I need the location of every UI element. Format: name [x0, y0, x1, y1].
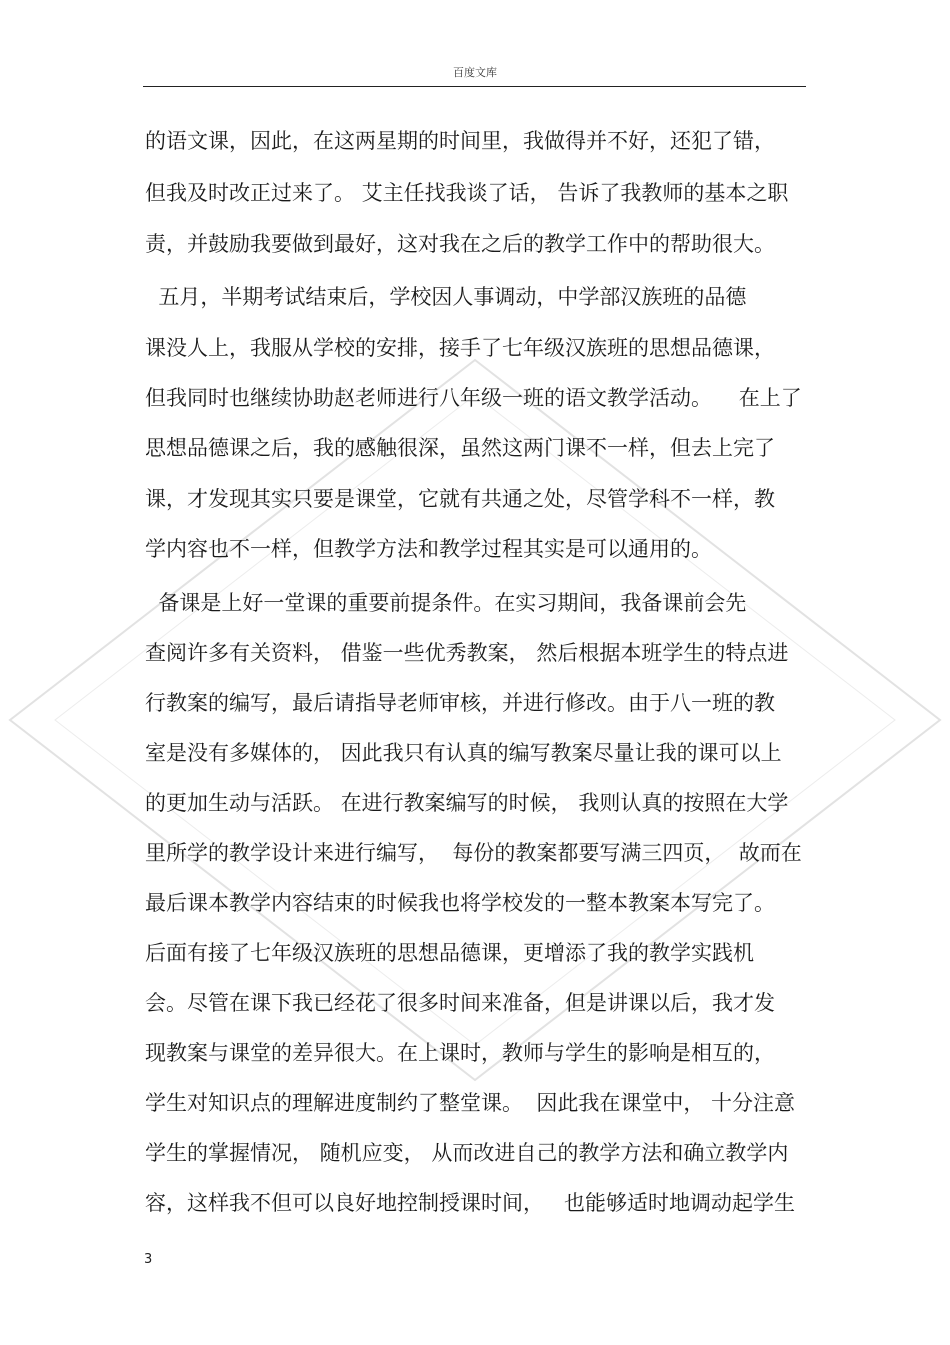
text-line: 但我及时改正过来了。 艾主任找我谈了话， 告诉了我教师的基本之职: [145, 181, 789, 205]
text-line: 行教案的编写，最后请指导老师审核，并进行修改。由于八一班的教: [145, 691, 775, 715]
text-line: 容，这样我不但可以良好地控制授课时间， 也能够适时地调动起学生: [145, 1191, 796, 1215]
text-line: 课没人上，我服从学校的安排，接手了七年级汉族班的思想品德课，: [145, 336, 775, 360]
text-line: 但我同时也继续协助赵老师进行八年级一班的语文教学活动。 在上了: [145, 386, 802, 410]
text-line: 查阅许多有关资料， 借鉴一些优秀教案， 然后根据本班学生的特点进: [145, 641, 789, 665]
text-line: 学生对知识点的理解进度制约了整堂课。 因此我在课堂中， 十分注意: [145, 1091, 796, 1115]
text-line: 里所学的教学设计来进行编写， 每份的教案都要写满三四页， 故而在: [145, 841, 802, 865]
text-line: 现教案与课堂的差异很大。在上课时，教师与学生的影响是相互的，: [145, 1041, 775, 1065]
header-divider: [143, 86, 806, 87]
text-line: 最后课本教学内容结束的时候我也将学校发的一整本教案本写完了。: [145, 891, 775, 915]
text-line: 的语文课，因此，在这两星期的时间里，我做得并不好，还犯了错，: [145, 129, 775, 153]
text-line: 学内容也不一样，但教学方法和教学过程其实是可以通用的。: [145, 537, 712, 561]
text-line: 课，才发现其实只要是课堂，它就有共通之处，尽管学科不一样，教: [145, 487, 775, 511]
text-line: 责，并鼓励我要做到最好，这对我在之后的教学工作中的帮助很大。: [145, 232, 775, 256]
text-line: 备课是上好一堂课的重要前提条件。在实习期间，我备课前会先: [145, 591, 747, 615]
text-line: 室是没有多媒体的， 因此我只有认真的编写教案尽量让我的课可以上: [145, 741, 782, 765]
text-line: 会。尽管在课下我已经花了很多时间来准备，但是讲课以后，我才发: [145, 991, 775, 1015]
text-line: 后面有接了七年级汉族班的思想品德课，更增添了我的教学实践机: [145, 941, 754, 965]
page-number: 3: [144, 1252, 153, 1267]
header-title: 百度文库: [453, 66, 497, 79]
text-line: 思想品德课之后，我的感触很深，虽然这两门课不一样，但去上完了: [145, 436, 775, 460]
text-line: 学生的掌握情况， 随机应变， 从而改进自己的教学方法和确立教学内: [145, 1141, 789, 1165]
text-line: 五月，半期考试结束后，学校因人事调动，中学部汉族班的品德: [145, 285, 747, 309]
text-line: 的更加生动与活跃。 在进行教案编写的时候， 我则认真的按照在大学: [145, 791, 789, 815]
